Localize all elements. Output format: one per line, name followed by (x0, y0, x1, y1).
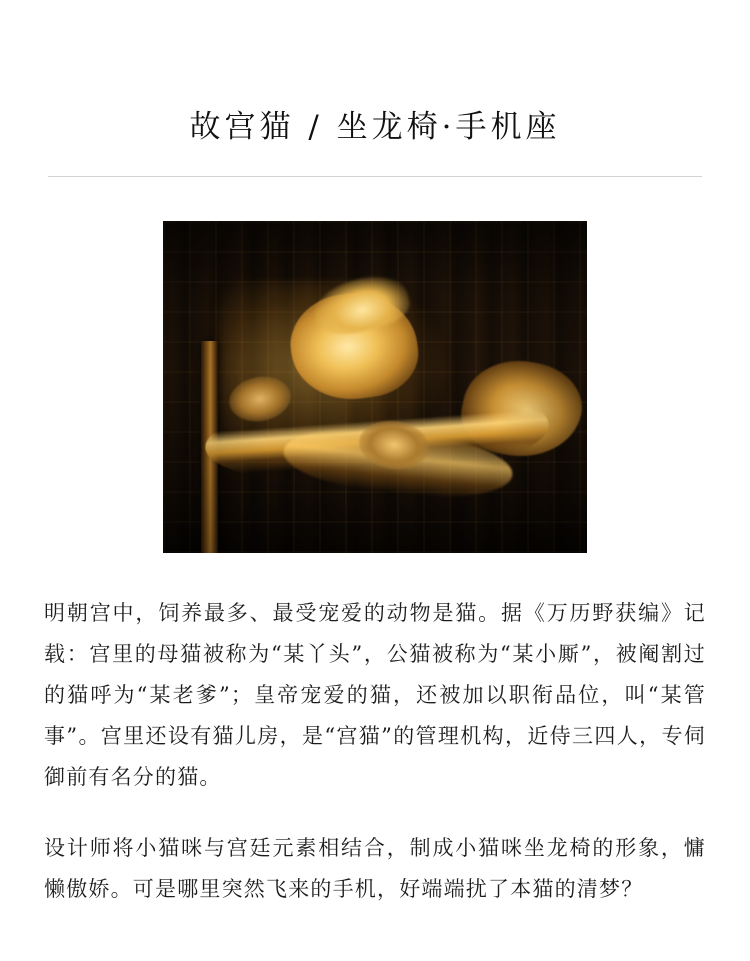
photo-vignette (163, 221, 587, 553)
paragraph-2: 设计师将小猫咪与宫廷元素相结合，制成小猫咪坐龙椅的形象，慵懒傲娇。可是哪里突然飞来的手机，好端端扰了本猫的清梦？ (44, 835, 706, 901)
page-title: 故宫猫 / 坐龙椅·手机座 (189, 108, 561, 145)
title-divider (48, 176, 702, 177)
dragon-carving-image (163, 221, 587, 553)
article-page (0, 21, 750, 961)
paragraph-1: 明朝宫中，饲养最多、最受宠爱的动物是猫。据《万历野获编》记载：宫里的母猫被称为“某丫头”，公猫被称为“某小厮”，被阉割过的猫呼为“某老爹”；皇帝宠爱的猫，还被加以职衔品位，叫“某管事”。宫里还设有猫儿房，是“宫猫”的管理机构，近侍三四人，专伺御前有名分的猫。 (44, 600, 706, 789)
article-body (44, 553, 706, 910)
